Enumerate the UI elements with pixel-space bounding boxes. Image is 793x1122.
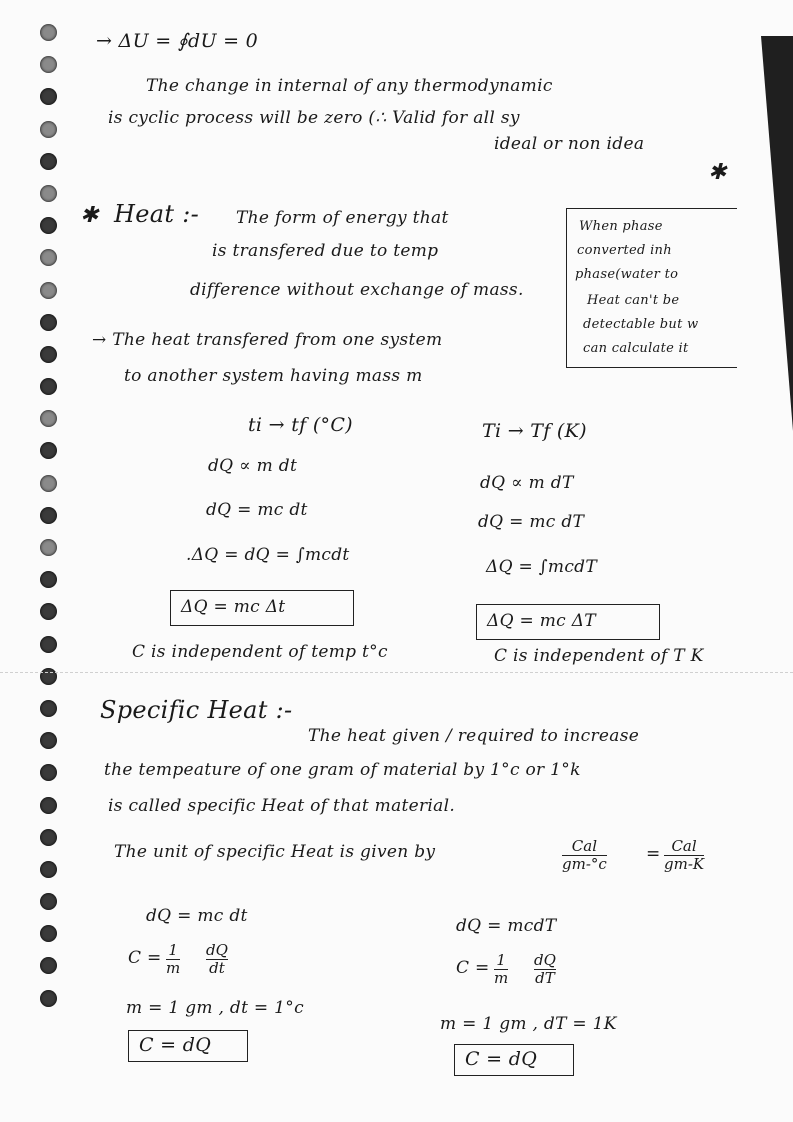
asterisk-icon: ✱	[708, 160, 727, 185]
left-note: C is independent of temp t°c	[132, 642, 388, 662]
right-boxed-eq: ΔQ = mc ΔT	[476, 604, 660, 640]
heat-def-2: is transfered due to temp	[212, 241, 439, 261]
sh-right-frac-1: 1 m	[494, 951, 509, 987]
binder-holes	[40, 24, 70, 1022]
heat-transfer-2: to another system having mass m	[124, 366, 423, 386]
left-range: ti → tf (°C)	[248, 414, 353, 436]
left-eq-3: .ΔQ = dQ = ∫mcdt	[186, 545, 350, 565]
right-range: Ti → Tf (K)	[482, 420, 587, 442]
sh-right-cond: m = 1 gm , dT = 1K	[440, 1014, 617, 1034]
specific-def-3: is called specific Heat of that material.	[108, 796, 456, 816]
sh-left-cond: m = 1 gm , dt = 1°c	[126, 998, 304, 1018]
cyclic-equation: → ΔU = ∮dU = 0	[96, 30, 259, 52]
cyclic-line-3: ideal or non idea	[494, 134, 645, 154]
cyclic-line-1: The change in internal of any thermodynamic	[146, 76, 553, 96]
heat-transfer-1: → The heat transfered from one system	[92, 330, 443, 350]
left-eq-2: dQ = mc dt	[206, 500, 308, 520]
right-eq-3: ΔQ = ∫mcdT	[486, 557, 597, 577]
left-eq-1: dQ ∝ m dt	[208, 456, 298, 476]
unit-equals: =	[646, 844, 661, 864]
specific-def-2: the tempeature of one gram of material by 1°c or 1°k	[104, 760, 581, 780]
sh-left-frac-2: dQ dt	[206, 941, 228, 977]
cyclic-line-2: is cyclic process will be zero (∴ Valid for all sy	[108, 108, 520, 128]
sh-right-eq-1: dQ = mcdT	[456, 916, 557, 936]
sh-right-frac-2: dQ dT	[534, 951, 556, 987]
right-eq-1: dQ ∝ m dT	[480, 473, 574, 493]
sh-left-eq-1: dQ = mc dt	[146, 906, 248, 926]
heat-def-3: difference without exchange of mass.	[190, 280, 524, 300]
heat-def-1: The form of energy that	[236, 208, 449, 228]
asterisk-icon: ✱	[80, 203, 99, 228]
phase-note-box: When phase converted inh phase(water to Heat can't be detectable but w can calculate it	[566, 208, 737, 368]
sh-left-c-label: C =	[128, 948, 162, 968]
fold-line	[0, 672, 793, 673]
heat-heading: Heat :-	[114, 200, 200, 228]
unit-fraction-1: Cal gm-°c	[562, 837, 607, 873]
sh-left-boxed: C = dQ	[128, 1030, 248, 1062]
unit-fraction-2: Cal gm-K	[664, 837, 705, 873]
sh-right-boxed: C = dQ	[454, 1044, 574, 1076]
specific-heat-heading: Specific Heat :-	[100, 696, 293, 724]
specific-def-1: The heat given / required to increase	[308, 726, 640, 746]
right-eq-2: dQ = mc dT	[478, 512, 585, 532]
right-note: C is independent of T K	[494, 646, 704, 666]
left-boxed-eq: ΔQ = mc Δt	[170, 590, 354, 626]
sh-left-frac-1: 1 m	[166, 941, 181, 977]
unit-text: The unit of specific Heat is given by	[114, 842, 436, 862]
sh-right-c-label: C =	[456, 958, 490, 978]
